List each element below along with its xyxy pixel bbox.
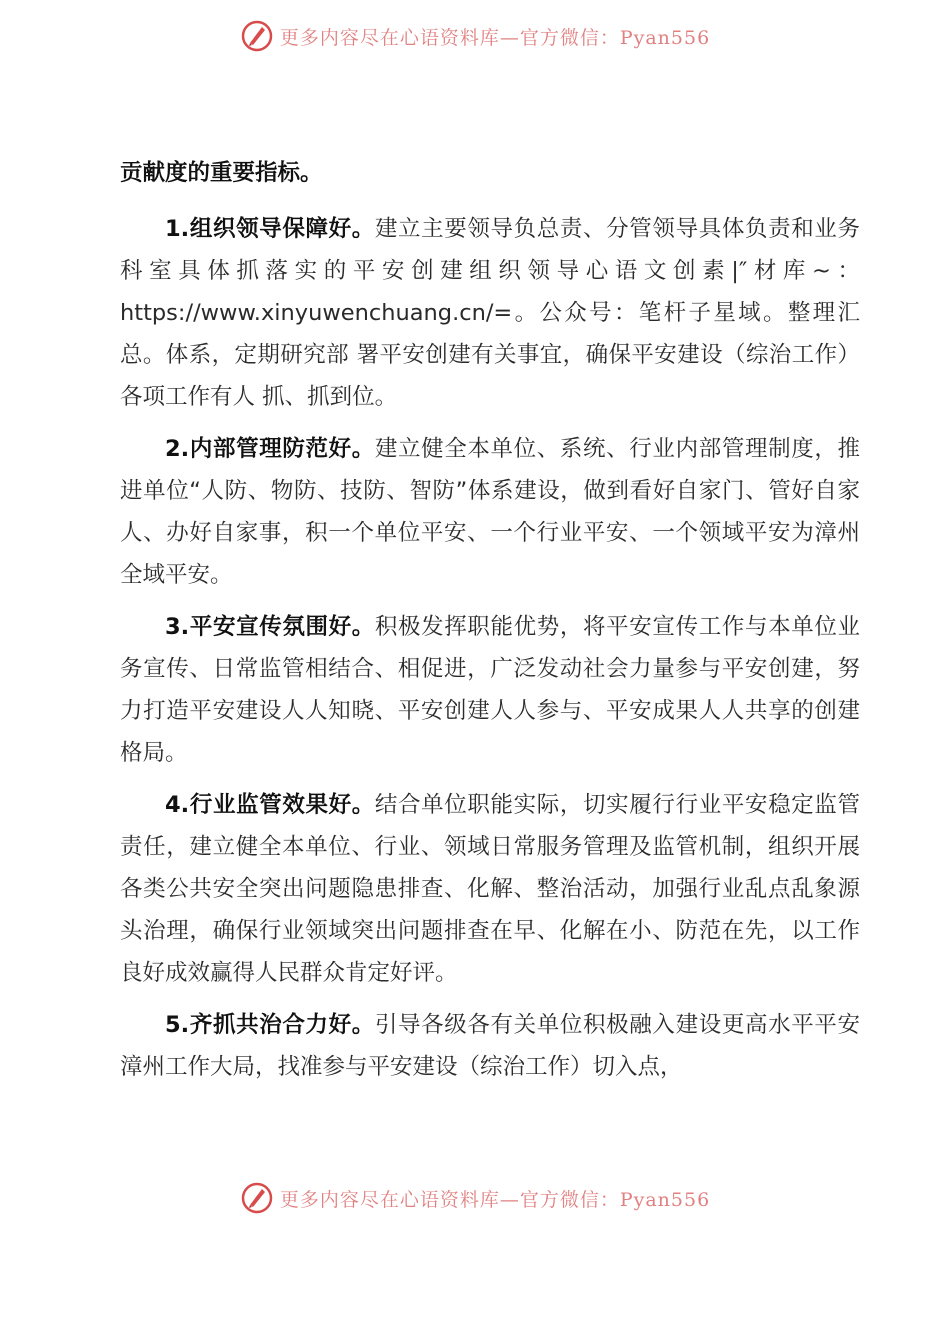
watermark-text: 更多内容尽在心语资料库—官方微信：Pyan556 bbox=[279, 26, 711, 49]
item-4-text: 结合单位职能实际，切实履行行业平安稳定监管责任，建立健全本单位、行业、领域日常服务管理及监管机制，组织开展各类公共安全突出问题隐患排查、化解、整治活动，加强行业乱点乱象源头治理，确保行业领域突出问题排查在早、化解在小、防范在先，以工作良好成效赢得人民群众肯定好评。 bbox=[120, 792, 860, 986]
item-5-heading: 5.齐抓共治合力好。 bbox=[165, 1012, 375, 1038]
document-body bbox=[120, 152, 860, 1098]
brand-logo-icon bbox=[240, 1181, 274, 1215]
item-1 bbox=[120, 208, 860, 418]
item-5-text: 引导各级各有关单位积极融入建设更高水平平安漳州工作大局，找准参与平安建设（综治工作）切入点， bbox=[120, 1012, 860, 1080]
header-watermark-banner bbox=[0, 16, 950, 56]
item-3 bbox=[120, 606, 860, 774]
item-2 bbox=[120, 428, 860, 596]
item-5 bbox=[120, 1004, 860, 1088]
item-2-heading: 2.内部管理防范好。 bbox=[165, 436, 375, 462]
watermark-text: 更多内容尽在心语资料库—官方微信：Pyan556 bbox=[279, 1188, 711, 1211]
item-3-heading: 3.平安宣传氛围好。 bbox=[165, 614, 375, 640]
brand-logo-icon bbox=[240, 19, 274, 53]
item-4-heading: 4.行业监管效果好。 bbox=[165, 792, 375, 818]
item-1-text: 建立主要领导负总责、分管领导具体负责和业务科室具体抓落实的平安创建组织领导心语文创素|″材库~：https://www.xinyuwenchuang.cn/=。公众号：笔杆子星域。整理汇总。体系，定期研究部 署平安创建有关事宜，确保平安建设（综治工作）各项工作有人 抓、抓到位。 bbox=[120, 216, 860, 410]
lead-line: 贡献度的重要指标。 bbox=[120, 160, 323, 186]
item-3-text: 积极发挥职能优势，将平安宣传工作与本单位业务宣传、日常监管相结合、相促进，广泛发动社会力量参与平安创建，努力打造平安建设人人知晓、平安创建人人参与、平安成果人人共享的创建格局。 bbox=[120, 614, 860, 766]
item-4 bbox=[120, 784, 860, 994]
item-1-heading: 1.组织领导保障好。 bbox=[165, 216, 375, 242]
footer-watermark-banner bbox=[0, 1178, 950, 1218]
item-2-text: 建立健全本单位、系统、行业内部管理制度，推进单位“人防、物防、技防、智防”体系建设，做到看好自家门、管好自家人、办好自家事，积一个单位平安、一个行业平安、一个领域平安为漳州全域平安。 bbox=[120, 436, 860, 588]
